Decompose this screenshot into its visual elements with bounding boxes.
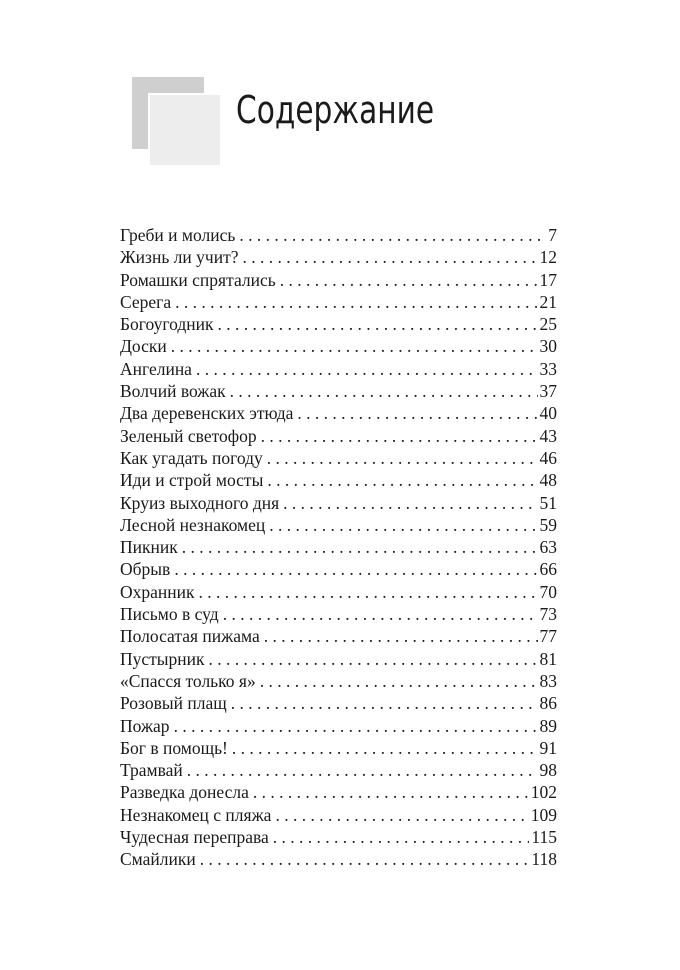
toc-entry[interactable] bbox=[120, 469, 557, 491]
dot-leader bbox=[253, 781, 529, 803]
toc-entry-title: Богоугодник bbox=[120, 314, 214, 335]
toc-entry-page-number: 21 bbox=[539, 291, 557, 312]
toc-entry[interactable] bbox=[120, 648, 557, 670]
toc-entry-page-number: 118 bbox=[531, 849, 557, 870]
dot-leader bbox=[267, 469, 537, 491]
toc-entry-title: Бог в помощь! bbox=[120, 737, 228, 758]
toc-entry[interactable] bbox=[120, 358, 557, 380]
toc-entry-page-number: 98 bbox=[539, 760, 557, 781]
toc-entry-title: Зеленый светофор bbox=[120, 425, 257, 446]
decoration-square-front bbox=[150, 95, 220, 165]
toc-entry[interactable] bbox=[120, 380, 557, 402]
toc-entry-page-number: 81 bbox=[539, 648, 557, 669]
dot-leader bbox=[275, 804, 528, 826]
dot-leader bbox=[239, 224, 546, 246]
dot-leader bbox=[232, 737, 538, 759]
toc-entry[interactable] bbox=[120, 581, 557, 603]
toc-entry-page-number: 30 bbox=[539, 336, 557, 357]
toc-entry[interactable] bbox=[120, 402, 557, 424]
dot-leader bbox=[200, 848, 530, 870]
toc-entry[interactable] bbox=[120, 246, 557, 268]
toc-entry-title: Пикник bbox=[120, 537, 178, 558]
toc-entry-page-number: 89 bbox=[539, 715, 557, 736]
toc-entry[interactable] bbox=[120, 291, 557, 313]
toc-entry[interactable] bbox=[120, 603, 557, 625]
dot-leader bbox=[231, 692, 538, 714]
toc-entry[interactable] bbox=[120, 425, 557, 447]
toc-entry-page-number: 59 bbox=[539, 514, 557, 535]
toc-entry[interactable] bbox=[120, 514, 557, 536]
toc-entry[interactable] bbox=[120, 759, 557, 781]
toc-entry[interactable] bbox=[120, 269, 557, 291]
toc-entry[interactable] bbox=[120, 558, 557, 580]
toc-entry-page-number: 91 bbox=[539, 737, 557, 758]
toc-entry[interactable] bbox=[120, 715, 557, 737]
page-title: Содержание bbox=[236, 88, 435, 132]
dot-leader bbox=[218, 313, 538, 335]
toc-entry-title: Пустырник bbox=[120, 648, 205, 669]
toc-entry-title: Полосатая пижама bbox=[120, 626, 260, 647]
toc-entry-page-number: 86 bbox=[539, 693, 557, 714]
table-of-contents bbox=[120, 224, 557, 871]
toc-entry-page-number: 77 bbox=[539, 626, 557, 647]
dot-leader bbox=[196, 358, 538, 380]
dot-leader bbox=[242, 246, 537, 268]
toc-entry-page-number: 70 bbox=[539, 581, 557, 602]
dot-leader bbox=[273, 826, 530, 848]
toc-entry[interactable] bbox=[120, 492, 557, 514]
toc-entry[interactable] bbox=[120, 692, 557, 714]
dot-leader bbox=[174, 715, 538, 737]
toc-entry-page-number: 7 bbox=[548, 225, 557, 245]
toc-entry-title: Волчий вожак bbox=[120, 381, 226, 402]
dot-leader bbox=[187, 759, 538, 781]
toc-entry[interactable] bbox=[120, 848, 557, 870]
toc-entry[interactable] bbox=[120, 313, 557, 335]
dot-leader bbox=[283, 492, 537, 514]
toc-entry[interactable] bbox=[120, 625, 557, 647]
heading-decoration bbox=[132, 77, 220, 165]
toc-entry[interactable] bbox=[120, 447, 557, 469]
dot-leader bbox=[267, 447, 538, 469]
toc-entry-title: Греби и молись bbox=[120, 225, 236, 245]
toc-entry-title: Пожар bbox=[120, 715, 170, 736]
toc-entry-title: Круиз выходного дня bbox=[120, 492, 280, 513]
toc-entry[interactable] bbox=[120, 224, 557, 246]
dot-leader bbox=[174, 558, 537, 580]
toc-entry-page-number: 17 bbox=[539, 269, 557, 290]
toc-entry[interactable] bbox=[120, 781, 557, 803]
toc-entry-page-number: 48 bbox=[539, 470, 557, 491]
toc-entry[interactable] bbox=[120, 737, 557, 759]
toc-entry-title: Два деревенских этюда bbox=[120, 403, 294, 424]
toc-entry[interactable] bbox=[120, 804, 557, 826]
toc-entry-title: Ангелина bbox=[120, 358, 192, 379]
toc-entry-title: Письмо в суд bbox=[120, 604, 219, 625]
toc-entry-title: Смайлики bbox=[120, 849, 196, 870]
toc-entry-page-number: 43 bbox=[539, 425, 557, 446]
toc-entry-title: Разведка донесла bbox=[120, 782, 249, 803]
dot-leader bbox=[261, 425, 538, 447]
toc-entry-title: Обрыв bbox=[120, 559, 171, 580]
toc-entry-page-number: 12 bbox=[539, 247, 557, 268]
toc-entry-title: Серега bbox=[120, 291, 172, 312]
dot-leader bbox=[182, 536, 538, 558]
toc-entry-title: Трамвай bbox=[120, 760, 183, 781]
toc-entry-title: Ромашки спрятались bbox=[120, 269, 276, 290]
toc-entry-page-number: 63 bbox=[539, 537, 557, 558]
dot-leader bbox=[223, 603, 538, 625]
toc-entry-title: Иди и строй мосты bbox=[120, 470, 264, 491]
toc-entry-page-number: 33 bbox=[539, 358, 557, 379]
toc-entry-title: Как угадать погоду bbox=[120, 447, 263, 468]
toc-entry-page-number: 109 bbox=[530, 804, 557, 825]
toc-entry-page-number: 37 bbox=[539, 381, 557, 402]
toc-entry-page-number: 83 bbox=[539, 670, 557, 691]
toc-entry[interactable] bbox=[120, 335, 557, 357]
toc-entry-title: Охранник bbox=[120, 581, 195, 602]
toc-entry-title: Жизнь ли учит? bbox=[120, 247, 239, 268]
toc-entry-page-number: 51 bbox=[539, 492, 557, 513]
dot-leader bbox=[171, 335, 538, 357]
dot-leader bbox=[280, 269, 538, 291]
toc-entry-title: Розовый плащ bbox=[120, 693, 227, 714]
dot-leader bbox=[230, 380, 538, 402]
toc-entry-page-number: 102 bbox=[530, 782, 557, 803]
toc-entry-page-number: 73 bbox=[539, 604, 557, 625]
toc-entry-title: Чудесная переправа bbox=[120, 827, 269, 848]
toc-entry-page-number: 115 bbox=[531, 827, 557, 848]
toc-entry-title: Лесной незнакомец bbox=[120, 514, 266, 535]
toc-entry-title: «Спасся только я» bbox=[120, 670, 256, 691]
dot-leader bbox=[175, 291, 537, 313]
toc-entry-title: Доски bbox=[120, 336, 167, 357]
toc-entry-page-number: 46 bbox=[539, 447, 557, 468]
dot-leader bbox=[269, 514, 537, 536]
dot-leader bbox=[260, 670, 538, 692]
dot-leader bbox=[209, 648, 538, 670]
toc-entry[interactable] bbox=[120, 536, 557, 558]
dot-leader bbox=[297, 402, 537, 424]
toc-entry-page-number: 40 bbox=[539, 403, 557, 424]
toc-entry-page-number: 25 bbox=[539, 314, 557, 335]
toc-entry-title: Незнакомец с пляжа bbox=[120, 804, 272, 825]
dot-leader bbox=[199, 581, 538, 603]
dot-leader bbox=[264, 625, 538, 647]
toc-entry[interactable] bbox=[120, 826, 557, 848]
toc-entry[interactable] bbox=[120, 670, 557, 692]
toc-entry-page-number: 66 bbox=[539, 559, 557, 580]
